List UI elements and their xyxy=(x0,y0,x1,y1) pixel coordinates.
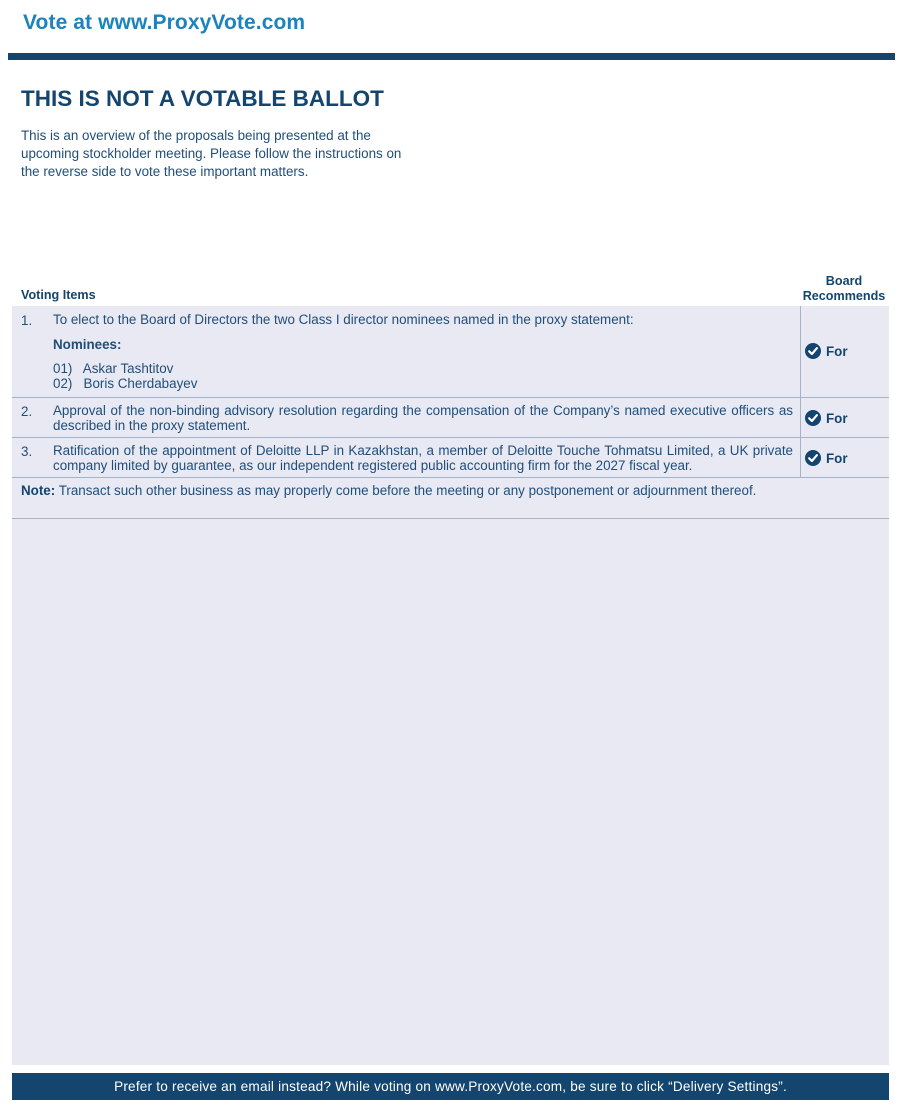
note-text xyxy=(21,484,793,499)
intro-text xyxy=(21,127,451,181)
item-text: Ratification of the appointment of Deloitte LLP in Kazakhstan, a member of Deloitte Touche Tohmatsu Limited, a UK private company limited by guarantee, as our independent registered public accounting firm for the 2027 fiscal year. xyxy=(53,443,793,473)
recommendation-label: For xyxy=(826,410,848,426)
voting-item-3 xyxy=(12,438,889,478)
nominee-name: Askar Tashtitov xyxy=(82,361,174,376)
note-row xyxy=(12,478,889,519)
board-recommends-header xyxy=(799,274,889,303)
check-circle-icon xyxy=(805,450,821,466)
header-rule xyxy=(8,53,895,60)
recommendation-label: For xyxy=(826,343,848,359)
check-circle-icon xyxy=(805,410,821,426)
nominee-code: 01) xyxy=(53,361,73,376)
voting-item-1 xyxy=(12,306,889,398)
board-recommends-line: Recommends xyxy=(802,288,886,303)
recommendation-label: For xyxy=(826,450,848,466)
board-recommends-line: Board xyxy=(825,274,863,288)
item-number: 1. xyxy=(21,313,33,328)
recommendation-cell xyxy=(800,438,889,477)
note-body: Transact such other business as may properly come before the meeting or any postponement or adjournment thereof. xyxy=(58,483,757,498)
check-circle-icon xyxy=(805,343,821,359)
intro-line: upcoming stockholder meeting. Please follow the instructions on xyxy=(21,146,402,161)
item-text: To elect to the Board of Directors the two Class I director nominees named in the proxy statement: xyxy=(53,312,634,327)
nominee-code: 02) xyxy=(53,376,73,391)
intro-line: the reverse side to vote these important matters. xyxy=(21,164,309,179)
item-text: Approval of the non-binding advisory resolution regarding the compensation of the Company’s named executive officers as described in the proxy statement. xyxy=(53,403,793,433)
site-url[interactable]: Vote at www.ProxyVote.com xyxy=(23,11,306,34)
page-title: THIS IS NOT A VOTABLE BALLOT xyxy=(21,86,384,111)
voting-item-2 xyxy=(12,398,889,438)
intro-line: This is an overview of the proposals being presented at the xyxy=(21,128,371,143)
nominee-item xyxy=(53,377,793,392)
item-number: 2. xyxy=(21,404,33,419)
recommendation-cell xyxy=(800,306,889,397)
note-label: Note: xyxy=(21,483,56,498)
recommendation-cell xyxy=(800,398,889,437)
voting-items-header: Voting Items xyxy=(21,288,96,302)
voting-items-panel xyxy=(12,306,889,1065)
nominee-item xyxy=(53,362,793,377)
footer-bar: Prefer to receive an email instead? While voting on www.ProxyVote.com, be sure to click “Delivery Settings”. xyxy=(12,1073,889,1100)
item-number: 3. xyxy=(21,444,33,459)
nominees-label: Nominees: xyxy=(53,337,122,352)
nominee-name: Boris Cherdabayev xyxy=(83,376,198,391)
